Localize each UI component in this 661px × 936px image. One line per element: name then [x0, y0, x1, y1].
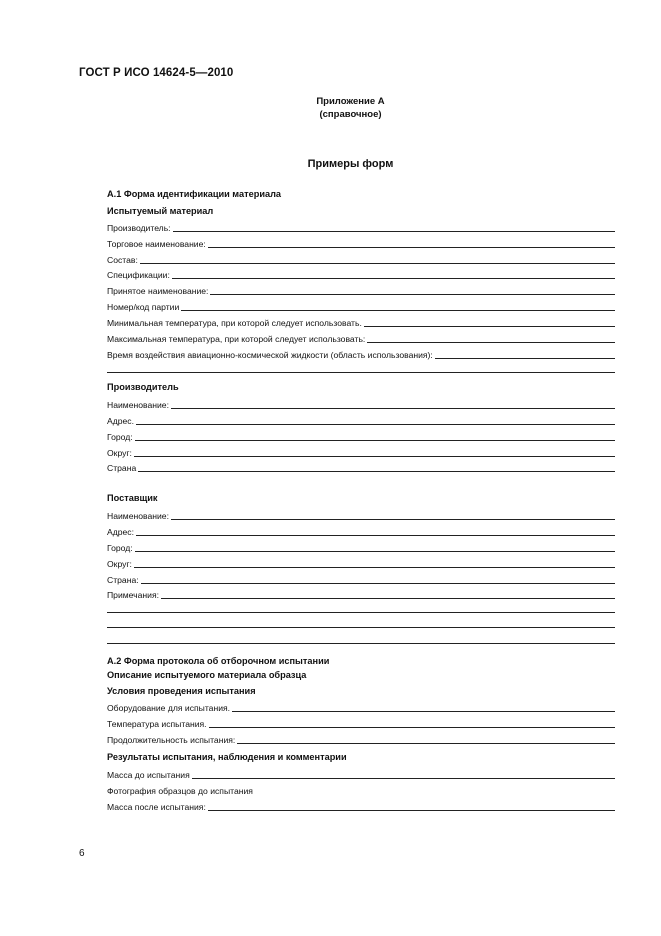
field-label: Город:	[107, 432, 133, 442]
field-label: Адрес:	[107, 527, 134, 537]
fill-line[interactable]	[181, 310, 615, 311]
fill-line-full[interactable]	[107, 627, 615, 628]
field-label: Температура испытания.	[107, 719, 207, 729]
supplier-heading: Поставщик	[107, 493, 158, 503]
field-label: Страна	[107, 463, 137, 473]
form-field[interactable]	[107, 700, 615, 714]
conditions-heading: Условия проведения испытания	[107, 686, 256, 696]
form-field[interactable]	[107, 299, 615, 313]
form-field[interactable]	[107, 732, 615, 746]
form-field[interactable]	[107, 540, 615, 554]
form-field[interactable]	[107, 252, 615, 266]
fill-line[interactable]	[435, 358, 615, 359]
fill-line-full[interactable]	[107, 372, 615, 373]
form-field[interactable]	[107, 220, 615, 234]
section-a2-heading: А.2 Форма протокола об отборочном испытании	[107, 656, 330, 666]
form-field[interactable]	[107, 283, 615, 297]
fill-line[interactable]	[173, 231, 615, 232]
field-label: Оборудование для испытания.	[107, 703, 231, 713]
fill-line[interactable]	[136, 424, 615, 425]
field-label: Максимальная температура, при которой следует использовать:	[107, 334, 366, 344]
fill-line[interactable]	[161, 598, 615, 599]
field-label: Состав:	[107, 255, 138, 265]
form-field[interactable]	[107, 508, 615, 522]
annex-heading	[20, 95, 661, 121]
form-field[interactable]	[107, 460, 615, 474]
field-label: Масса после испытания:	[107, 802, 206, 812]
field-label: Страна:	[107, 575, 139, 585]
field-label: Фотография образцов до испытания	[107, 786, 253, 796]
standard-designation: ГОСТ Р ИСО 14624-5—2010	[79, 67, 234, 79]
fill-line[interactable]	[141, 583, 615, 584]
manufacturer-heading: Производитель	[107, 382, 179, 392]
field-label: Адрес.	[107, 416, 134, 426]
fill-line[interactable]	[237, 743, 615, 744]
form-field[interactable]	[107, 445, 615, 459]
form-field[interactable]	[107, 347, 615, 361]
form-field[interactable]	[107, 397, 615, 411]
form-field[interactable]	[107, 524, 615, 538]
form-field[interactable]	[107, 315, 615, 329]
field-label: Примечания:	[107, 590, 160, 600]
form-field[interactable]	[107, 572, 615, 586]
fill-line[interactable]	[171, 408, 615, 409]
field-label: Принятое наименование:	[107, 286, 209, 296]
fill-line[interactable]	[134, 456, 615, 457]
fill-line[interactable]	[209, 727, 615, 728]
form-field[interactable]	[107, 236, 615, 250]
form-field[interactable]	[107, 799, 615, 813]
fill-line[interactable]	[136, 535, 615, 536]
form-field[interactable]	[107, 331, 615, 345]
fill-line[interactable]	[135, 551, 615, 552]
page-title: Примеры форм	[307, 158, 394, 170]
sample-description-heading: Описание испытуемого материала образца	[107, 670, 307, 680]
fill-line-full[interactable]	[107, 643, 615, 644]
field-label: Наименование:	[107, 400, 169, 410]
fill-line[interactable]	[364, 326, 615, 327]
field-label: Округ:	[107, 559, 132, 569]
field-label: Торговое наименование:	[107, 239, 206, 249]
field-label: Минимальная температура, при которой следует использовать.	[107, 318, 362, 328]
field-label: Время воздействия авиационно-космической жидкости (область использования):	[107, 350, 433, 360]
field-label: Округ:	[107, 448, 132, 458]
fill-line[interactable]	[134, 567, 615, 568]
form-field[interactable]	[107, 556, 615, 570]
field-label: Продолжительность испытания:	[107, 735, 236, 745]
section-a1-heading: А.1 Форма идентификации материала	[107, 189, 282, 199]
fill-line[interactable]	[172, 278, 615, 279]
annex-type: (справочное)	[319, 109, 382, 120]
form-field[interactable]	[107, 767, 615, 781]
field-label: Производитель:	[107, 223, 171, 233]
form-field[interactable]	[107, 413, 615, 427]
fill-line[interactable]	[208, 247, 615, 248]
field-label: Город:	[107, 543, 133, 553]
form-field[interactable]	[107, 267, 615, 281]
field-label: Наименование:	[107, 511, 169, 521]
fill-line[interactable]	[232, 711, 615, 712]
static-field	[107, 783, 615, 797]
fill-line[interactable]	[367, 342, 615, 343]
form-field[interactable]	[107, 429, 615, 443]
annex-title: Приложение А	[316, 96, 385, 107]
fill-line[interactable]	[138, 471, 615, 472]
form-field[interactable]	[107, 587, 615, 601]
field-label: Спецификации:	[107, 270, 170, 280]
fill-line[interactable]	[140, 263, 615, 264]
fill-line-full[interactable]	[107, 612, 615, 613]
tested-material-heading: Испытуемый материал	[107, 206, 214, 216]
field-label: Номер/код партии	[107, 302, 180, 312]
fill-line[interactable]	[135, 440, 615, 441]
results-heading: Результаты испытания, наблюдения и комментарии	[107, 752, 347, 762]
fill-line[interactable]	[192, 778, 615, 779]
page-number: 6	[79, 848, 85, 859]
fill-line[interactable]	[210, 294, 615, 295]
fill-line[interactable]	[208, 810, 615, 811]
field-label: Масса до испытания	[107, 770, 190, 780]
form-field[interactable]	[107, 716, 615, 730]
fill-line[interactable]	[171, 519, 615, 520]
